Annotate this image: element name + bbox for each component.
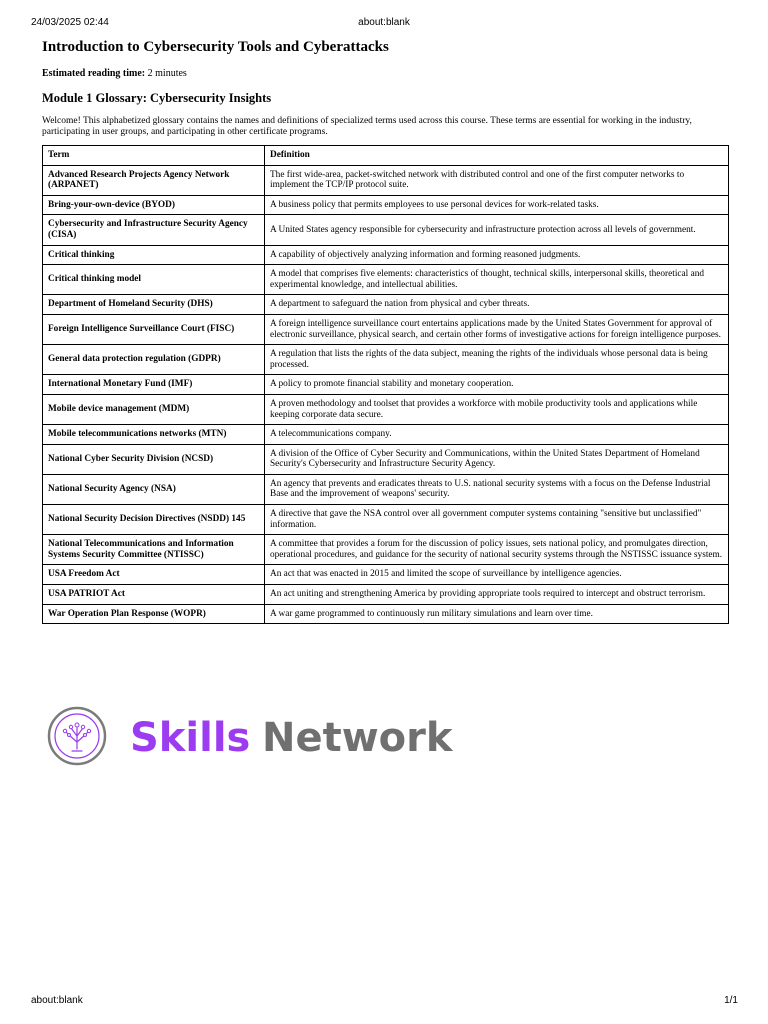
- glossary-body: [43, 165, 729, 624]
- section-title: Module 1 Glossary: Cybersecurity Insights: [42, 91, 272, 105]
- glossary-term: National Telecommunications and Information Systems Security Committee (NTISSC): [43, 535, 265, 565]
- logo-word-skills: Skills: [130, 715, 251, 761]
- glossary-definition: A United States agency responsible for cybersecurity and infrastructure protection across all levels of government.: [265, 215, 729, 245]
- print-url-top: about:blank: [358, 17, 410, 28]
- glossary-definition: A proven methodology and toolset that provides a workforce with mobile productivity tools and applications while keeping corporate data secure.: [265, 394, 729, 424]
- glossary-definition: A department to safeguard the nation from physical and cyber threats.: [265, 295, 729, 315]
- glossary-term: Mobile device management (MDM): [43, 394, 265, 424]
- glossary-term: General data protection regulation (GDPR): [43, 345, 265, 375]
- table-row: [43, 375, 729, 395]
- glossary-term: National Cyber Security Division (NCSD): [43, 444, 265, 474]
- glossary-term: National Security Decision Directives (NSDD) 145: [43, 505, 265, 535]
- print-footer: [0, 995, 768, 1009]
- print-datetime: 24/03/2025 02:44: [31, 17, 109, 28]
- print-url-bottom: about:blank: [31, 995, 83, 1006]
- table-row: [43, 345, 729, 375]
- table-row: [43, 505, 729, 535]
- page-title: Introduction to Cybersecurity Tools and Cyberattacks: [42, 39, 389, 55]
- table-row: [43, 535, 729, 565]
- table-row: [43, 425, 729, 445]
- table-row: [43, 394, 729, 424]
- document-body: [42, 38, 728, 624]
- table-row: [43, 604, 729, 624]
- glossary-term: Critical thinking: [43, 245, 265, 265]
- glossary-term: National Security Agency (NSA): [43, 474, 265, 504]
- table-row: [43, 314, 729, 344]
- glossary-definition: A regulation that lists the rights of the data subject, meaning the rights of the individuals whose personal data is being processed.: [265, 345, 729, 375]
- table-row: [43, 195, 729, 215]
- table-row: [43, 474, 729, 504]
- glossary-term: Critical thinking model: [43, 265, 265, 295]
- reading-time: [42, 68, 728, 80]
- glossary-term: Mobile telecommunications networks (MTN): [43, 425, 265, 445]
- page-number: 1/1: [724, 995, 738, 1006]
- glossary-term: War Operation Plan Response (WOPR): [43, 604, 265, 624]
- intro-paragraph: Welcome! This alphabetized glossary contains the names and definitions of specialized terms used across this course. These terms are essential for working in the industry, participating in user groups, and participating in other certificate programs.: [42, 116, 692, 137]
- glossary-definition: A war game programmed to continuously run military simulations and learn over time.: [265, 604, 729, 624]
- table-row: [43, 585, 729, 605]
- glossary-term: Advanced Research Projects Agency Network (ARPANET): [43, 165, 265, 195]
- glossary-definition: A telecommunications company.: [265, 425, 729, 445]
- print-header: [0, 17, 768, 31]
- logo-word-network: Network: [262, 715, 453, 761]
- logo-svg: [46, 706, 466, 766]
- table-row: [43, 565, 729, 585]
- glossary-definition: A committee that provides a forum for the discussion of policy issues, sets national policy, and promulgates direction, operational procedures, and guidance for the security of national security systems through the NSTISSC issuance system.: [265, 535, 729, 565]
- glossary-definition: An agency that prevents and eradicates threats to U.S. national security systems with a focus on the Defense Industrial Base and the improvement of weapons' security.: [265, 474, 729, 504]
- table-row: [43, 165, 729, 195]
- skills-network-tree-icon: [49, 708, 105, 764]
- glossary-term: Cybersecurity and Infrastructure Security Agency (CISA): [43, 215, 265, 245]
- glossary-definition: A foreign intelligence surveillance court entertains applications made by the United States Government for approval of electronic surveillance, physical search, and certain other forms of investigative actions for foreign intelligence purposes.: [265, 314, 729, 344]
- table-row: [43, 265, 729, 295]
- header-definition: Definition: [265, 146, 729, 166]
- reading-time-label: Estimated reading time:: [42, 68, 146, 79]
- glossary-term: International Monetary Fund (IMF): [43, 375, 265, 395]
- table-row: [43, 295, 729, 315]
- skills-network-logo: [46, 706, 466, 766]
- reading-time-value: 2 minutes: [145, 68, 187, 79]
- glossary-definition: A capability of objectively analyzing information and forming reasoned judgments.: [265, 245, 729, 265]
- glossary-definition: An act that was enacted in 2015 and limited the scope of surveillance by intelligence agencies.: [265, 565, 729, 585]
- glossary-definition: The first wide-area, packet-switched network with distributed control and one of the first computer networks to implement the TCP/IP protocol suite.: [265, 165, 729, 195]
- glossary-term: USA PATRIOT Act: [43, 585, 265, 605]
- glossary-term: USA Freedom Act: [43, 565, 265, 585]
- glossary-table: [42, 145, 729, 624]
- glossary-definition: A directive that gave the NSA control over all government computer systems containing "sensitive but unclassified" information.: [265, 505, 729, 535]
- glossary-definition: A business policy that permits employees to use personal devices for work-related tasks.: [265, 195, 729, 215]
- header-term: Term: [43, 146, 265, 166]
- glossary-definition: A policy to promote financial stability and monetary cooperation.: [265, 375, 729, 395]
- glossary-term: Bring-your-own-device (BYOD): [43, 195, 265, 215]
- glossary-term: Foreign Intelligence Surveillance Court (FISC): [43, 314, 265, 344]
- table-header-row: [43, 146, 729, 166]
- glossary-definition: A division of the Office of Cyber Security and Communications, within the United States Department of Homeland Security's Cybersecurity and Infrastructure Security Agency.: [265, 444, 729, 474]
- glossary-definition: An act uniting and strengthening America by providing appropriate tools required to intercept and obstruct terrorism.: [265, 585, 729, 605]
- table-row: [43, 444, 729, 474]
- glossary-term: Department of Homeland Security (DHS): [43, 295, 265, 315]
- glossary-definition: A model that comprises five elements: characteristics of thought, technical skills, interpersonal skills, theoretical and experimental knowledge, and intellectual abilities.: [265, 265, 729, 295]
- table-row: [43, 245, 729, 265]
- table-row: [43, 215, 729, 245]
